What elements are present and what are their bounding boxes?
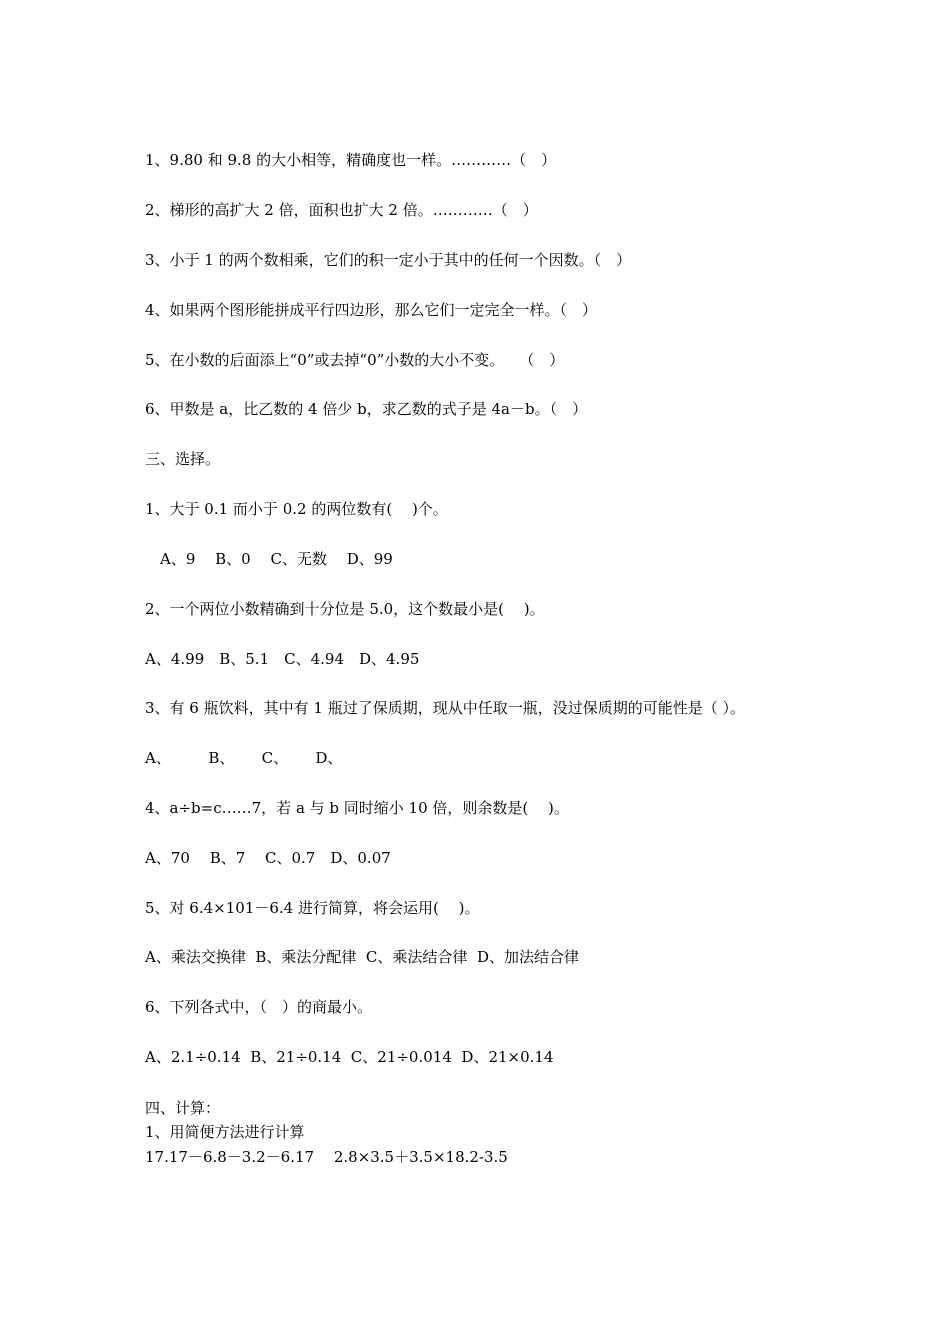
- section-heading-calc: 四、计算：: [145, 1099, 221, 1117]
- judgment-item-5: 5、在小数的后面添上“0”或去掉“0”小数的大小不变。 （ ）: [145, 351, 565, 369]
- calc-expressions: 17.17－6.8－3.2－6.17 2.8×3.5＋3.5×18.2-3.5: [145, 1148, 508, 1166]
- judgment-item-3: 3、小于 1 的两个数相乘，它们的积一定小于其中的任何一个因数。（ ）: [145, 251, 632, 269]
- choice-options-4: A、70 B、7 C、0.7 D、0.07: [145, 849, 391, 867]
- choice-options-6: A、2.1÷0.14 B、21÷0.14 C、21÷0.014 D、21×0.14: [145, 1048, 554, 1066]
- choice-options-3: A、 B、 C、 D、: [145, 749, 343, 767]
- choice-options-1: A、9 B、0 C、无数 D、99: [145, 550, 393, 568]
- judgment-item-1: 1、9.80 和 9.8 的大小相等，精确度也一样。…………（ ）: [145, 151, 557, 169]
- choice-options-2: A、4.99 B、5.1 C、4.94 D、4.95: [145, 650, 420, 668]
- choice-question-4: 4、a÷b=c……7，若 a 与 b 同时缩小 10 倍，则余数是( )。: [145, 799, 569, 817]
- choice-question-5: 5、对 6.4×101－6.4 进行简算，将会运用( )。: [145, 899, 480, 917]
- choice-question-6: 6、下列各式中，（ ）的商最小。: [145, 998, 373, 1016]
- judgment-item-2: 2、梯形的高扩大 2 倍，面积也扩大 2 倍。…………（ ）: [145, 201, 538, 219]
- calc-subheading: 1、用简便方法进行计算: [145, 1123, 305, 1141]
- choice-question-2: 2、一个两位小数精确到十分位是 5.0，这个数最小是( )。: [145, 600, 545, 618]
- section-heading-choice: 三、选择。: [145, 450, 221, 468]
- choice-question-1: 1、大于 0.1 而小于 0.2 的两位数有( )个。: [145, 500, 448, 518]
- judgment-item-6: 6、甲数是 a，比乙数的 4 倍少 b，求乙数的式子是 4a－b。（ ）: [145, 400, 588, 418]
- judgment-item-4: 4、如果两个图形能拼成平行四边形，那么它们一定完全一样。（ ）: [145, 301, 598, 319]
- choice-options-5: A、乘法交换律 B、乘法分配律 C、乘法结合律 D、加法结合律: [145, 948, 579, 966]
- choice-question-3: 3、有 6 瓶饮料，其中有 1 瓶过了保质期，现从中任取一瓶，没过保质期的可能性是（ ）。: [145, 699, 745, 717]
